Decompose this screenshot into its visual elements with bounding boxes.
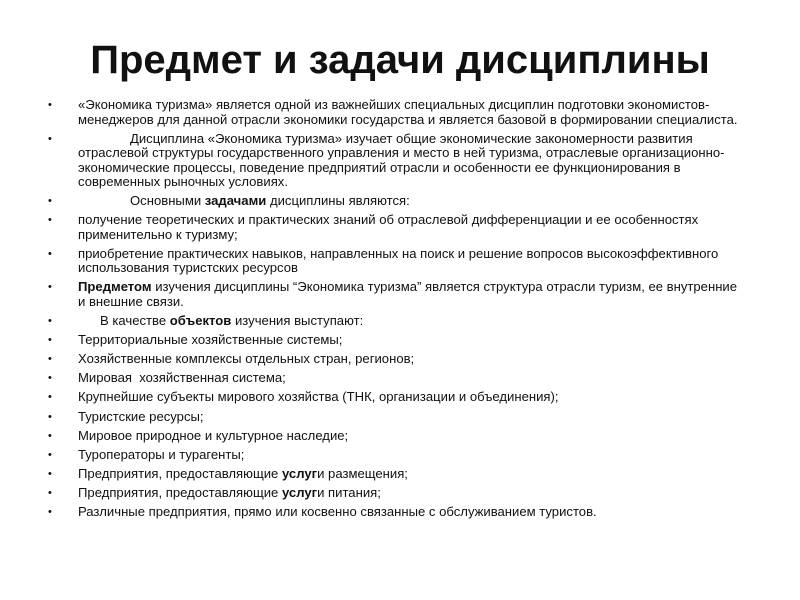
bullet-icon: • bbox=[48, 467, 52, 480]
list-item-text: и размещения; bbox=[317, 465, 408, 481]
list-item-bold: услуг bbox=[281, 465, 318, 481]
list-item-text: изучения дисциплины “Экономика туризма” является структура отрасли туризм, ее внутренние и внешние связи. bbox=[78, 279, 738, 309]
bullet-icon: • bbox=[48, 99, 52, 111]
list-item-text: Туроператоры и турагенты; bbox=[78, 446, 245, 462]
list-item bbox=[48, 371, 738, 386]
bullet-icon: • bbox=[48, 247, 52, 260]
list-item-text: Предприятия, предоставляющие bbox=[78, 484, 282, 500]
list-item-text: приобретение практических навыков, направленных на поиск и решение вопросов высокоэффективного использования туристских ресурсов bbox=[78, 245, 719, 276]
list-item-text: В качестве bbox=[100, 313, 170, 329]
list-item-bold: объектов bbox=[169, 313, 232, 329]
list-item-bold: Предметом bbox=[78, 279, 152, 295]
bullet-icon: • bbox=[48, 506, 52, 518]
list-item bbox=[48, 352, 738, 367]
list-item bbox=[48, 429, 738, 444]
bullet-icon: • bbox=[48, 410, 52, 423]
list-item-bold: услуг bbox=[281, 484, 318, 500]
bullet-icon: • bbox=[48, 334, 52, 347]
list-item-text: Дисциплина «Экономика туризма» изучает общие экономические закономерности развития отраслевой структуры государственного управления и место в ней туризма, отраслевые организационно-экономические процессы, поведение предприятий отрасли и особенности ее функционирования в современных рыночных условиях. bbox=[78, 130, 725, 190]
list-item bbox=[48, 194, 738, 209]
list-item-text: Мировое природное и культурное наследие; bbox=[78, 427, 349, 443]
bullet-icon: • bbox=[48, 353, 52, 366]
bullet-icon: • bbox=[48, 486, 52, 499]
list-item-text: Различные предприятия, прямо или косвенно связанные с обслуживанием туристов. bbox=[78, 504, 597, 519]
list-item-text: дисциплины являются: bbox=[266, 193, 410, 209]
list-item-text: Хозяйственные комплексы отдельных стран, регионов; bbox=[78, 351, 415, 367]
slide-title: Предмет и задачи дисциплины bbox=[90, 38, 710, 82]
list-item bbox=[48, 213, 738, 242]
list-item bbox=[48, 314, 738, 329]
list-item-text: Основными bbox=[130, 193, 205, 209]
list-item bbox=[48, 132, 738, 190]
bullet-icon: • bbox=[48, 448, 52, 461]
list-item-text: и питания; bbox=[317, 484, 381, 500]
list-item bbox=[48, 505, 738, 520]
bullet-list bbox=[48, 98, 738, 524]
list-item-text: Территориальные хозяйственные системы; bbox=[78, 332, 343, 348]
list-item-text: Туристские ресурсы; bbox=[78, 408, 204, 424]
list-item bbox=[48, 486, 738, 501]
list-item bbox=[48, 410, 738, 425]
list-item bbox=[48, 333, 738, 348]
list-item bbox=[48, 280, 738, 309]
list-item bbox=[48, 390, 738, 405]
list-item bbox=[48, 467, 738, 482]
bullet-icon: • bbox=[48, 214, 52, 227]
list-item bbox=[48, 98, 738, 127]
list-item-bold: задачами bbox=[204, 193, 267, 209]
list-item bbox=[48, 448, 738, 463]
bullet-icon: • bbox=[48, 195, 52, 208]
list-item bbox=[48, 247, 738, 276]
bullet-icon: • bbox=[48, 315, 52, 328]
bullet-icon: • bbox=[48, 132, 52, 145]
list-item-text: изучения выступают: bbox=[231, 313, 364, 329]
bullet-icon: • bbox=[48, 391, 52, 404]
list-item-text: получение теоретических и практических знаний об отраслевой дифференциации и ее особенностях применительно к туризму; bbox=[78, 212, 699, 242]
list-item-text: Предприятия, предоставляющие bbox=[78, 465, 282, 481]
bullet-icon: • bbox=[48, 429, 52, 442]
list-item-text: Мировая хозяйственная система; bbox=[78, 370, 286, 386]
list-item-text: «Экономика туризма» является одной из важнейших специальных дисциплин подготовки экономистов-менеджеров для данной отрасли экономики государства и является базовой в формировании специалиста. bbox=[78, 97, 738, 127]
list-item-text: Крупнейшие субъекты мирового хозяйства (ТНК, организации и объединения); bbox=[78, 389, 559, 405]
bullet-icon: • bbox=[48, 281, 52, 294]
bullet-icon: • bbox=[48, 372, 52, 385]
